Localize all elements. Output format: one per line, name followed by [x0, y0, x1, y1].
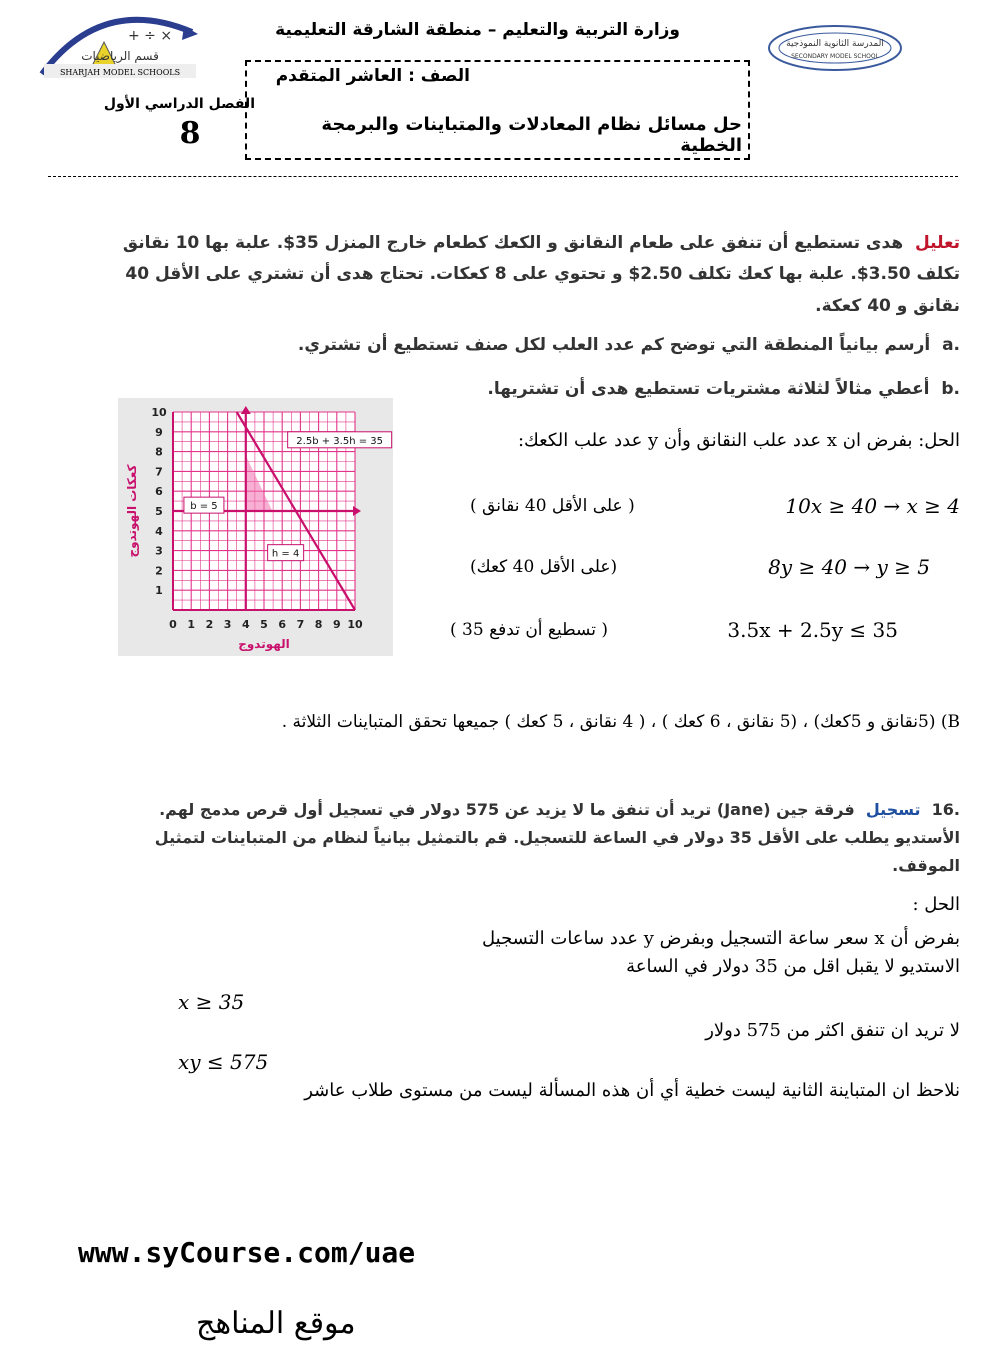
annotation-b5: b = 5	[190, 501, 218, 513]
problem1-text	[95, 228, 960, 322]
semester-number: 8	[179, 116, 201, 151]
solution1-line-1	[470, 494, 960, 518]
site-name: موقع المناهج	[196, 1306, 356, 1341]
y-tick-label: 4	[155, 524, 163, 538]
part-a-text: أرسم بيانياً المنطقة التي توضح كم عدد العلب لكل صنف تستطيع أن تشتري.	[297, 335, 931, 355]
y-tick-label: 9	[155, 425, 163, 439]
website-url[interactable]: www.syCourse.com/uae	[78, 1236, 416, 1269]
solution1-line-2-math: 8y ≥ 40 → y ≥ 5	[768, 555, 930, 579]
solution1-line-3-math: 3.5x + 2.5y ≤ 35	[727, 618, 898, 642]
y-tick-label: 10	[151, 406, 167, 419]
part-b-answer: B) (5نقانق و 5كعك) ، (5 نقانق ، 6 كعك ) ، ( 4 نقانق ، 5 كعك ) جميعها تحقق المتباينات الثلاثة .	[281, 712, 960, 732]
x-tick-label: 2	[205, 618, 214, 631]
problem1-part-b	[360, 374, 960, 405]
solution2-line-3: لا تريد ان تنفق اكثر من 575 دولار	[705, 1020, 960, 1041]
x-tick-label: 7	[296, 618, 305, 631]
y-tick-label: 5	[155, 505, 163, 518]
semester-label: الفصل الدراسي الأول	[103, 96, 255, 112]
lesson-title: حل مسائل نظام المعادلات والمتباينات والبرمجة الخطية	[321, 114, 742, 156]
x-tick-label: 4	[241, 618, 250, 631]
problem2-text	[150, 796, 960, 880]
solution1-line-3-label: ( تسطيع أن تدفع 35 )	[450, 620, 608, 640]
part-a-marker: a.	[942, 335, 960, 355]
y-axis-label: كعكات الهوتدوج	[125, 464, 139, 558]
school-logo-right	[765, 20, 905, 80]
logo-right-text: المدرسة الثانوية النموذجية	[786, 39, 884, 49]
problem2-tag: تسجيل	[865, 800, 921, 819]
problem1-statement: هدى تستطيع أن تنفق على طعام النقانق و الكعك كطعام خارج المنزل 35$. علبة بها 10 نقانق تكلف 3.50$. علبة بها كعك تكلف 2.50$ و تحتوي على 8 كعكات. تحتاج هدى أن تشتري على الأقل 40 نقانق و 40 كعكة.	[122, 233, 960, 316]
ministry-title: وزارة التربية والتعليم – منطقة الشارقة التعليمية	[275, 20, 680, 40]
solution1-line-1-label: ( على الأقل 40 نقانق )	[470, 496, 635, 516]
y-tick-label: 6	[155, 485, 163, 499]
solution2-line-2: الاستديو لا يقبل اقل من 35 دولار في الساعة	[626, 956, 960, 977]
solution1-line-2-label: (على الأقل 40 كعك)	[470, 557, 618, 577]
x-tick-label: 5	[260, 618, 268, 631]
solution2-line-1: بفرض أن x سعر ساعة التسجيل وبفرض y عدد ساعات التسجيل	[482, 928, 960, 949]
x-tick-label: 10	[347, 618, 363, 631]
y-tick-label: 2	[155, 564, 163, 578]
solution1-line-1-math: 10x ≥ 40 → x ≥ 4	[785, 494, 960, 518]
part-b-text: أعطي مثالاً لثلاثة مشتريات تستطيع هدى أن تشتريها.	[487, 379, 930, 399]
x-tick-label: 0	[169, 618, 177, 631]
annotation-budget-line: 2.5b + 3.5h = 35	[296, 435, 384, 447]
y-tick-label: 8	[155, 445, 163, 459]
y-tick-label: 3	[155, 544, 163, 558]
problem2-number: 16.	[931, 800, 960, 819]
solution2-title: الحل :	[912, 894, 960, 915]
logo-left-sub: SHARJAH MODEL SCHOOLS	[59, 68, 181, 77]
solution2-math-1: x ≥ 35	[178, 990, 245, 1014]
x-tick-label: 1	[187, 618, 196, 631]
logo-left-text: قسم الرياضيات	[81, 49, 159, 63]
solution2-math-2: xy ≤ 575	[178, 1050, 269, 1074]
graph-svg	[118, 398, 393, 656]
grade-label: الصف : العاشر المتقدم	[275, 66, 470, 86]
solution1-line-2	[470, 555, 930, 579]
solution1-intro: الحل: بفرض ان x عدد علب النقانق وأن y عدد علب الكعك:	[517, 430, 960, 451]
header-divider	[48, 176, 958, 177]
x-tick-label: 3	[223, 618, 232, 631]
x-axis-label: الهوتدوج	[238, 637, 290, 651]
school-logo-left	[32, 4, 210, 94]
y-tick-label: 1	[155, 584, 163, 598]
annotation-h4: h = 4	[271, 548, 300, 560]
svg-text:+ ÷ ×: + ÷ ×	[128, 28, 173, 44]
solution1-line-3	[450, 618, 898, 642]
logo-right-sub: SECONDARY MODEL SCHOOL	[791, 53, 879, 60]
y-tick-label: 7	[155, 465, 163, 479]
problem1-tag: تعليل	[914, 233, 960, 253]
problem1-part-a	[240, 330, 960, 361]
x-tick-label: 9	[332, 618, 341, 631]
solution2-note: نلاحظ ان المتباينة الثانية ليست خطية أي أن هذه المسألة ليست من مستوى طلاب عاشر	[304, 1080, 960, 1101]
x-tick-label: 6	[278, 618, 287, 631]
x-tick-label: 8	[314, 618, 323, 631]
part-b-marker: b.	[941, 379, 960, 399]
inequality-graph	[118, 398, 393, 656]
problem2-statement: فرقة جين (Jane) تريد أن تنفق ما لا يزيد عن 575 دولار في تسجيل أول قرص مدمج لهم. الأستديو يطلب على الأقل 35 دولار في الساعة للتسجيل. قم بالتمثيل بيانياً لنظام من المتباينات لتمثيل الموقف.	[154, 800, 960, 875]
